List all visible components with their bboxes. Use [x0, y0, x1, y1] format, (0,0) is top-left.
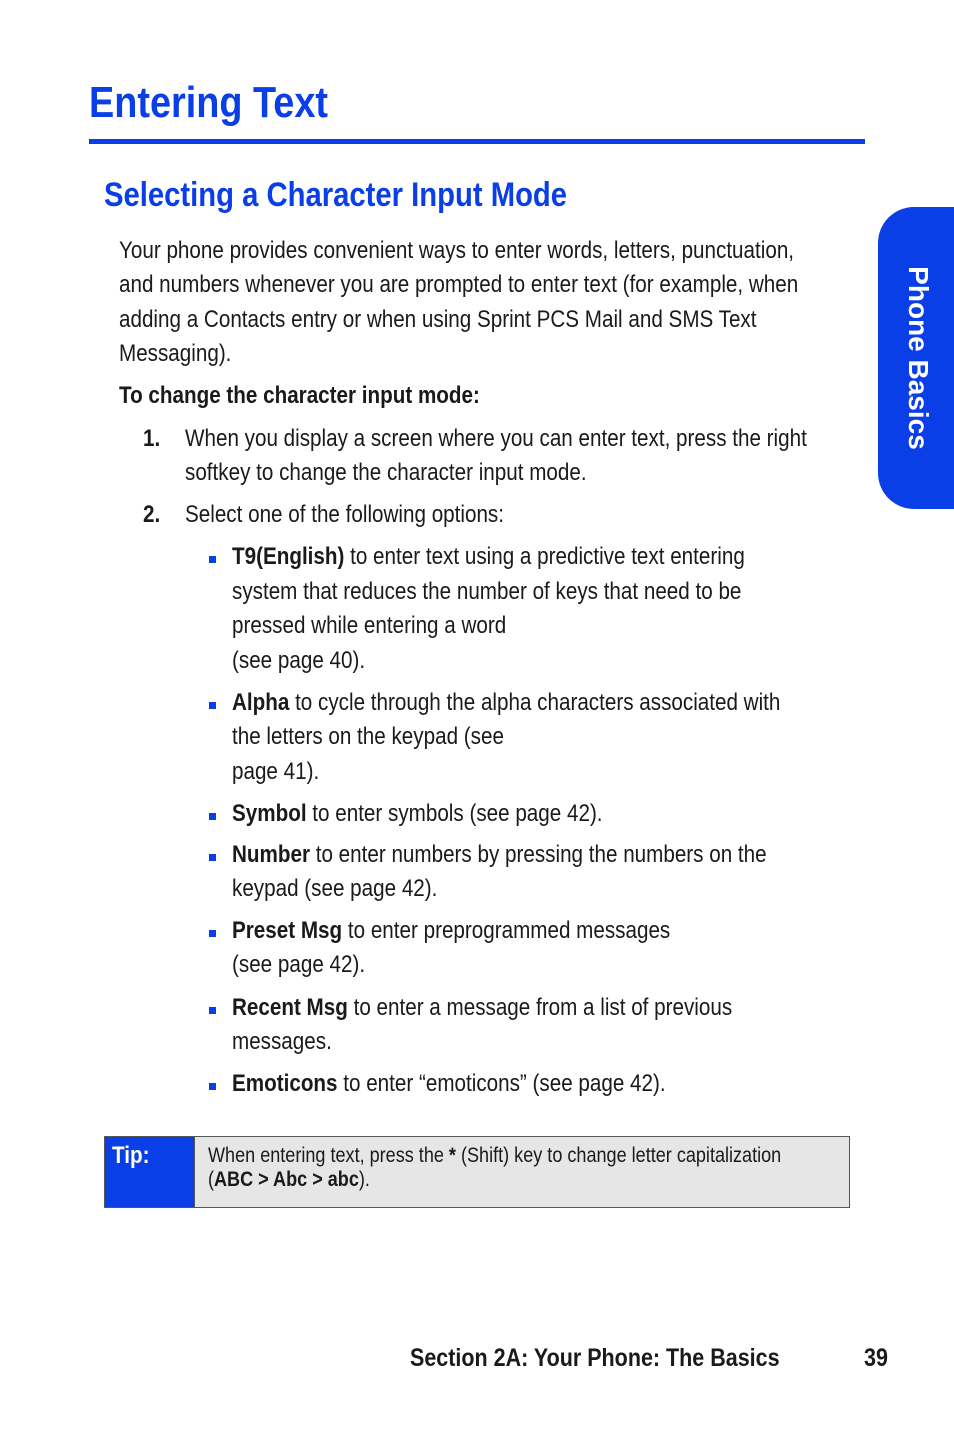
intro-line: Your phone provides convenient ways to enter words, letters, punctuation,	[119, 237, 795, 264]
tip-text: ).	[358, 1168, 370, 1191]
option-first-line	[232, 914, 670, 949]
option-description: to cycle through the alpha characters associated with	[289, 689, 781, 716]
step-text: softkey to change the character input mode.	[185, 459, 587, 486]
option-term: Emoticons	[232, 1070, 338, 1097]
intro-line: adding a Contacts entry or when using Sprint PCS Mail and SMS Text	[119, 306, 757, 333]
tip-capitalization-modes: ABC > Abc > abc	[214, 1168, 359, 1191]
intro-line: Messaging).	[119, 340, 232, 367]
step-number: 2.	[143, 501, 161, 528]
bullet-icon	[209, 1083, 216, 1090]
option-description: to enter symbols (see page 42).	[306, 800, 603, 827]
tip-label: Tip:	[112, 1142, 150, 1169]
tip-text: (Shift) key to change letter capitalization	[455, 1144, 782, 1167]
option-first-line	[232, 540, 745, 575]
tip-text-line	[208, 1144, 781, 1168]
option-line: (see page 42).	[232, 951, 366, 978]
bullet-icon	[209, 813, 216, 820]
bullet-icon	[209, 930, 216, 937]
tip-box	[104, 1136, 850, 1208]
footer-section-title: Section 2A: Your Phone: The Basics	[410, 1344, 780, 1372]
option-description: to enter a message from a list of previous	[347, 994, 733, 1021]
option-first-line	[232, 838, 767, 873]
option-line: pressed while entering a word	[232, 612, 507, 639]
option-line: the letters on the keypad (see	[232, 723, 504, 750]
option-term: Alpha	[232, 689, 290, 716]
step-number: 1.	[143, 425, 161, 452]
tip-text-line	[208, 1168, 370, 1192]
tip-text: (	[208, 1168, 215, 1191]
option-description: to enter numbers by pressing the numbers on the	[309, 841, 767, 868]
option-description: to enter preprogrammed messages	[342, 917, 671, 944]
option-line: system that reduces the number of keys that need to be	[232, 578, 742, 605]
bullet-icon	[209, 556, 216, 563]
option-line: (see page 40).	[232, 647, 366, 674]
bullet-icon	[209, 1007, 216, 1014]
step-text: When you display a screen where you can enter text, press the right	[185, 425, 807, 452]
tip-label-cell	[105, 1137, 195, 1207]
section-heading: Selecting a Character Input Mode	[104, 176, 568, 214]
option-first-line	[232, 797, 603, 832]
option-first-line	[232, 991, 732, 1026]
bullet-icon	[209, 854, 216, 861]
option-first-line	[232, 686, 780, 721]
option-term: Symbol	[232, 800, 307, 827]
option-term: Number	[232, 841, 310, 868]
page-number: 39	[864, 1344, 888, 1372]
option-first-line	[232, 1067, 666, 1102]
option-description: to enter “emoticons” (see page 42).	[337, 1070, 666, 1097]
option-description: to enter text using a predictive text entering	[344, 543, 745, 570]
bullet-icon	[209, 702, 216, 709]
tip-text: When entering text, press the	[208, 1144, 449, 1167]
page-title: Entering Text	[89, 78, 328, 127]
option-line: keypad (see page 42).	[232, 875, 438, 902]
intro-line: and numbers whenever you are prompted to enter text (for example, when	[119, 271, 799, 298]
option-line: page 41).	[232, 758, 320, 785]
side-tab-label: Phone Basics	[903, 266, 934, 450]
procedure-heading: To change the character input mode:	[119, 382, 480, 409]
option-term: T9(English)	[232, 543, 345, 570]
title-underline	[89, 139, 865, 144]
option-term: Recent Msg	[232, 994, 348, 1021]
option-term: Preset Msg	[232, 917, 343, 944]
tip-key: *	[448, 1144, 456, 1167]
option-line: messages.	[232, 1028, 332, 1055]
step-text: Select one of the following options:	[185, 501, 504, 528]
